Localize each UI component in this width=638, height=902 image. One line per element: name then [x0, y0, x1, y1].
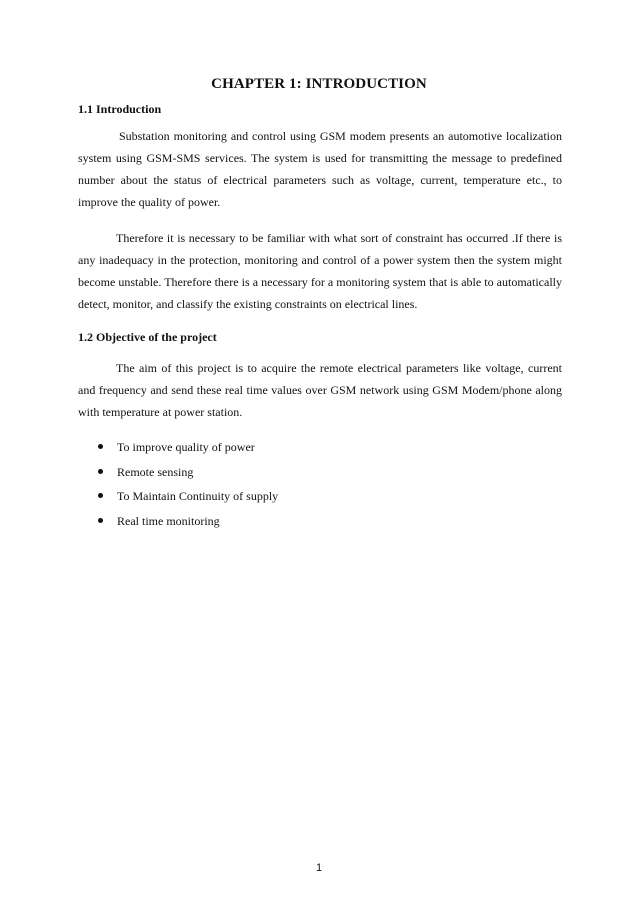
bullet-text: To Maintain Continuity of supply	[117, 489, 279, 504]
list-item	[98, 460, 278, 485]
bullet-text: Remote sensing	[117, 464, 194, 479]
bullet-text: Real time monitoring	[117, 513, 220, 528]
introduction-paragraph-2: Therefore it is necessary to be familiar with what sort of constraint has occurred .If there is any inadequacy in the protection, monitoring and control of a power system then the system might become unstable. Therefore there is a necessary for a monitoring system that is able to automatically detect, monitor, and classify the existing constraints on electrical lines.	[78, 231, 562, 311]
section-heading-introduction: 1.1 Introduction	[78, 102, 162, 116]
objective-bullet-list	[98, 435, 278, 533]
objective-paragraph: The aim of this project is to acquire the remote electrical parameters like voltage, current and frequency and send these real time values over GSM network using GSM Modem/phone along with temperature at power station.	[78, 361, 562, 419]
bullet-icon	[98, 493, 103, 498]
section-heading-objective: 1.2 Objective of the project	[78, 330, 217, 344]
list-item	[98, 435, 278, 460]
bullet-icon	[98, 518, 103, 523]
chapter-title: CHAPTER 1: INTRODUCTION	[211, 76, 427, 92]
introduction-paragraph-1: Substation monitoring and control using GSM modem presents an automotive localization system using GSM-SMS services. The system is used for transmitting the message to predefined number about the status of electrical parameters such as voltage, current, temperature etc., to improve the quality of power.	[78, 129, 562, 209]
bullet-icon	[98, 444, 103, 449]
page-number: 1	[315, 862, 323, 874]
bullet-icon	[98, 469, 103, 474]
bullet-text: To improve quality of power	[117, 440, 255, 455]
list-item	[98, 484, 278, 509]
list-item	[98, 509, 278, 534]
